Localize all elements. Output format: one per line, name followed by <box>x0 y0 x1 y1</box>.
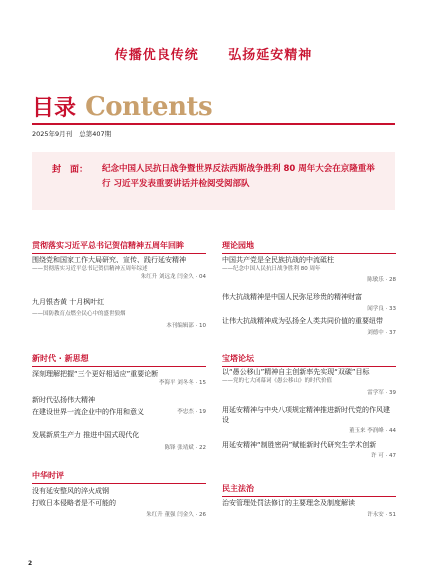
toc-entry[interactable] <box>222 292 396 313</box>
entry-title[interactable]: 以“愚公移山”精神自主创新率先实现“双碳”目标 <box>222 368 370 376</box>
section-title: 宝塔论坛 <box>222 354 254 363</box>
toc-title <box>32 91 212 121</box>
entry-meta: 李忠杰 · 19 <box>177 409 206 415</box>
title-rule <box>32 123 395 125</box>
entry-meta: 朱红升 刘远龙 闫金久 · 04 <box>140 274 206 280</box>
entry-title[interactable]: 伟大抗战精神是中国人民弥足珍贵的精神财富 <box>222 293 362 301</box>
entry-title[interactable]: 用延安精神“制胜密码”赋能新时代研究生学术创新 <box>222 441 377 449</box>
entry-title-line2[interactable]: 在建设世界一流企业中的作用和意义 <box>32 408 144 416</box>
entry-meta: 许 可 · 47 <box>371 453 396 459</box>
entry-meta: 许永安 · 51 <box>367 512 396 518</box>
section-rule <box>222 253 396 254</box>
section-title: 民主法治 <box>222 484 254 493</box>
issue-info <box>32 129 111 138</box>
entry-meta: 董玉来 李润峰 · 44 <box>349 428 396 434</box>
issue-total: 总第407期 <box>79 130 112 138</box>
right-column <box>222 240 396 518</box>
section-title: 理论园地 <box>222 241 254 250</box>
entry-title[interactable]: 用延安精神与中央八项规定精神推进新时代党的作风建设 <box>222 406 390 424</box>
toc-entry[interactable] <box>222 367 396 397</box>
cover-box <box>32 152 395 210</box>
cover-text: 纪念中国人民抗日战争暨世界反法西斯战争胜利 80 周年大会在京隆重举行 习近平发表重要讲话并检阅受阅部队 <box>102 164 375 189</box>
section-rule <box>222 496 396 497</box>
toc-entry[interactable] <box>222 316 396 337</box>
entry-meta: 朱红升 董强 闫金久 · 26 <box>146 512 206 518</box>
section-title: 新时代 · 新思想 <box>32 354 89 363</box>
toc-entry[interactable] <box>32 395 206 417</box>
entry-title[interactable]: 让伟大抗战精神成为弘扬全人类共同价值的重要纽带 <box>222 317 383 325</box>
entry-title[interactable]: 中国共产党是全民族抗战的中流砥柱 <box>222 256 334 264</box>
entry-meta: 本刊编辑部 · 10 <box>166 323 206 329</box>
page-number: 2 <box>28 560 33 567</box>
entry-meta: 陈锋 张靖斌 · 22 <box>164 445 206 451</box>
entry-title[interactable]: 治安管理处罚法修订的主要理念及制度解读 <box>222 499 355 507</box>
entry-subtitle: ——贯彻落实习近平总书记贺信精神五周年综述 <box>32 266 148 272</box>
issue-date: 2025年9月刊 <box>32 130 73 138</box>
section-title: 贯彻落实习近平总书记贺信精神五周年回眸 <box>32 241 184 250</box>
left-column <box>32 240 206 518</box>
entry-title[interactable]: 深刻理解把握“三个更好相适应”重要论断 <box>32 370 159 378</box>
section-rule <box>32 253 206 254</box>
toc-entry[interactable] <box>32 430 206 452</box>
toc-entry[interactable] <box>32 255 206 281</box>
entry-title[interactable]: 发展新质生产力 推进中国式现代化 <box>32 431 140 439</box>
cover-label: 封 面： <box>52 165 89 175</box>
entry-title[interactable]: 围绕党和国家工作大局研究、宣传、践行延安精神 <box>32 256 186 264</box>
entry-title[interactable]: 新时代弘扬伟大精神 <box>32 396 95 404</box>
title-en: Contents <box>85 92 213 122</box>
entry-meta: 雷学军 · 39 <box>367 390 396 396</box>
entry-meta: 李海平 刘冬冬 · 15 <box>159 380 206 386</box>
toc-entry[interactable] <box>32 369 206 387</box>
entry-meta: 闻学良 · 33 <box>367 306 396 312</box>
toc-entry[interactable] <box>222 440 396 460</box>
entry-subtitle: ——纪念中国人民抗日战争胜利 80 周年 <box>222 266 321 272</box>
toc-entry[interactable] <box>32 486 206 519</box>
entry-subtitle: ——党的七大闭幕词《愚公移山》的时代价值 <box>222 378 333 384</box>
entry-subtitle: ——国防教育点燃全民心中的盛世狼烟 <box>32 311 126 317</box>
entry-title[interactable]: 没有延安整风的淬火成钢 <box>32 487 109 495</box>
entry-title-line2[interactable]: 打败日本侵略者是不可能的 <box>32 499 116 507</box>
entry-meta: 陈敏乐 · 28 <box>367 277 396 283</box>
toc-entry[interactable] <box>222 405 396 435</box>
section-rule <box>32 483 206 484</box>
section-title: 中华时评 <box>32 471 64 480</box>
slogan-left: 传播优良传统 <box>114 48 199 63</box>
section-rule <box>32 366 206 367</box>
slogan-banner <box>0 44 427 63</box>
entry-title[interactable]: 九月银杏黄 十月枫叶红 <box>32 298 105 306</box>
toc-entry[interactable] <box>32 297 206 330</box>
title-cn: 目录 <box>32 96 77 121</box>
toc-entry[interactable] <box>222 498 396 519</box>
entry-meta: 刘德中 · 37 <box>367 330 396 336</box>
toc-entry[interactable] <box>222 255 396 284</box>
slogan-right: 弘扬延安精神 <box>228 48 313 63</box>
